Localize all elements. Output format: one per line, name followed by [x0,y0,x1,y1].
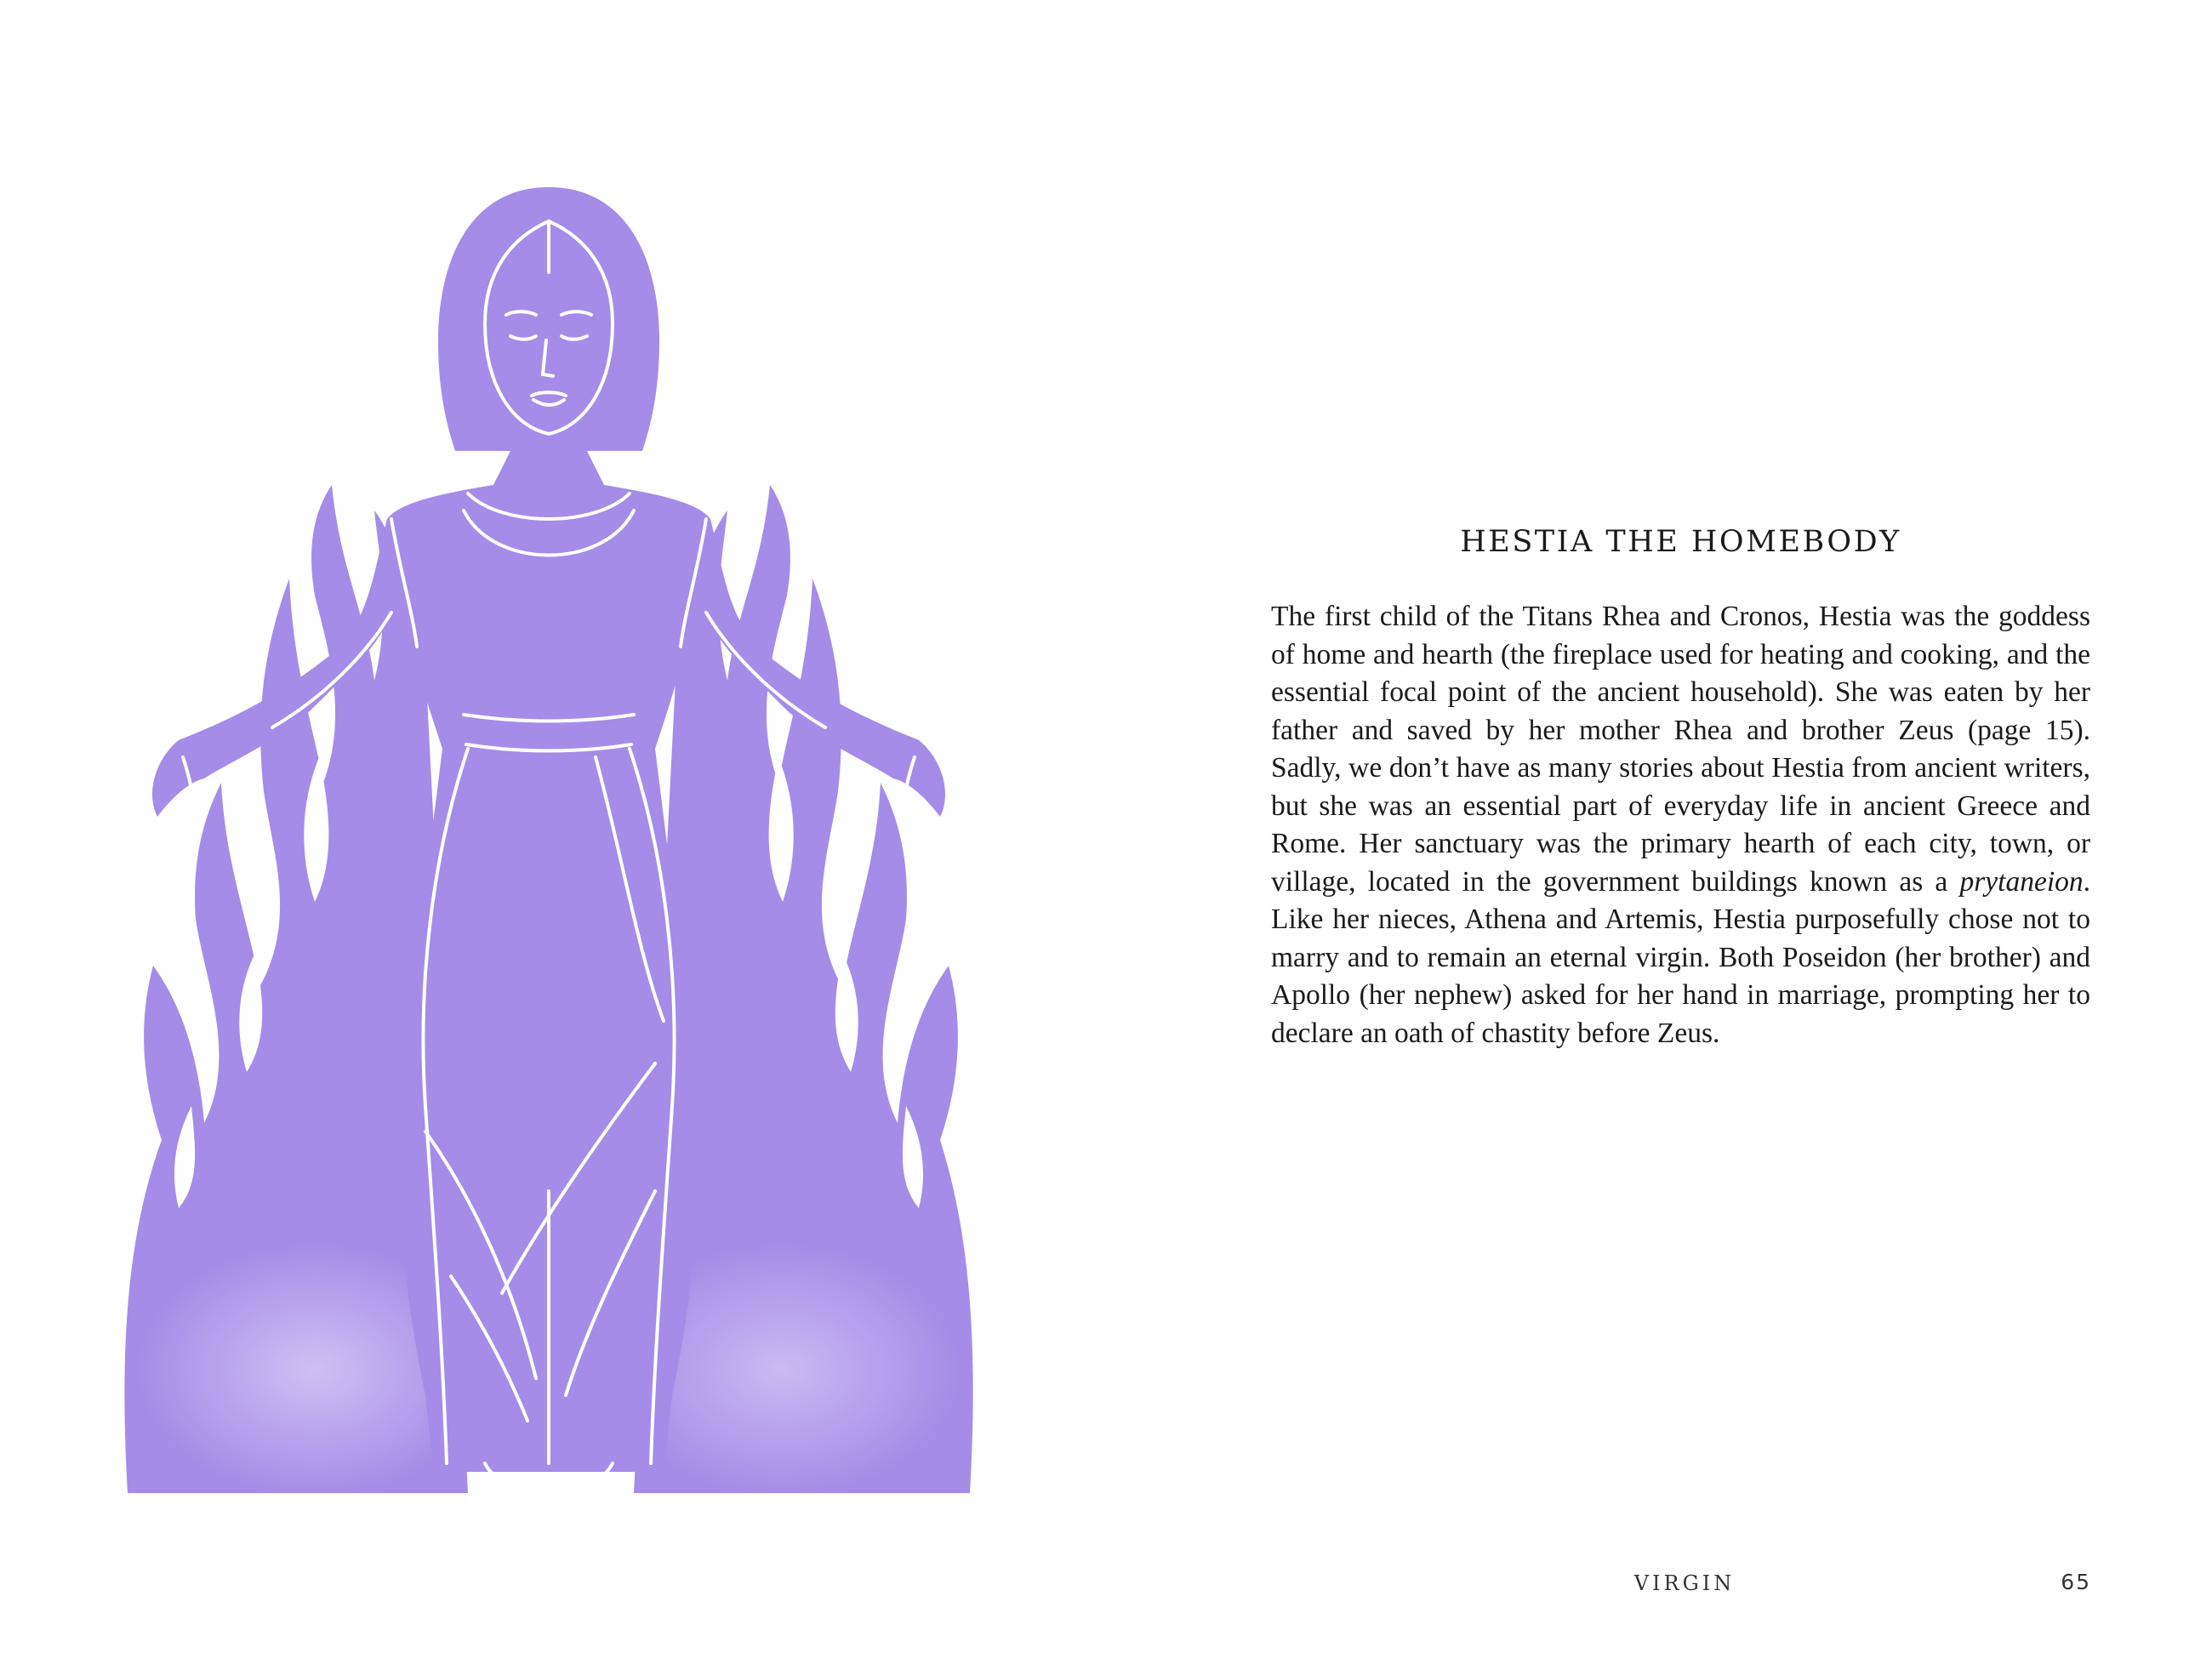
article-body-italic-term: prytaneion [1959,865,2084,898]
article-title: HESTIA THE HOMEBODY [1460,525,1901,559]
article [1271,527,2090,1052]
article-body [1271,598,2090,1052]
running-footer-section: VIRGIN [1633,1571,1736,1595]
article-body-part-2: . Like her nieces, Athena and Artemis, Hestia purposefully chose not to marry and to remain an eternal virgin. Both Poseidon (her brother) and Apollo (her nephew) asked for her hand in marriage, prompting her to declare an oath of chastity before Zeus. [1271,865,2090,1049]
article-body-part-1: The first child of the Titans Rhea and Cronos, Hestia was the goddess of home and hearth (the fireplace used for heating and cooking, and the essential focal point of the ancient household). She was eaten by her father and saved by her mother Rhea and brother Zeus (page 15). Sadly, we don’t have as many stories about Hestia from ancient writers, but she was an essential part of everyday life in ancient Greece and Rome. Her sanctuary was the primary hearth of each city, town, or village, located in the government buildings known as a [1271,601,2090,898]
hestia-illustration [111,170,987,1497]
page-number: 65 [2061,1570,2091,1594]
